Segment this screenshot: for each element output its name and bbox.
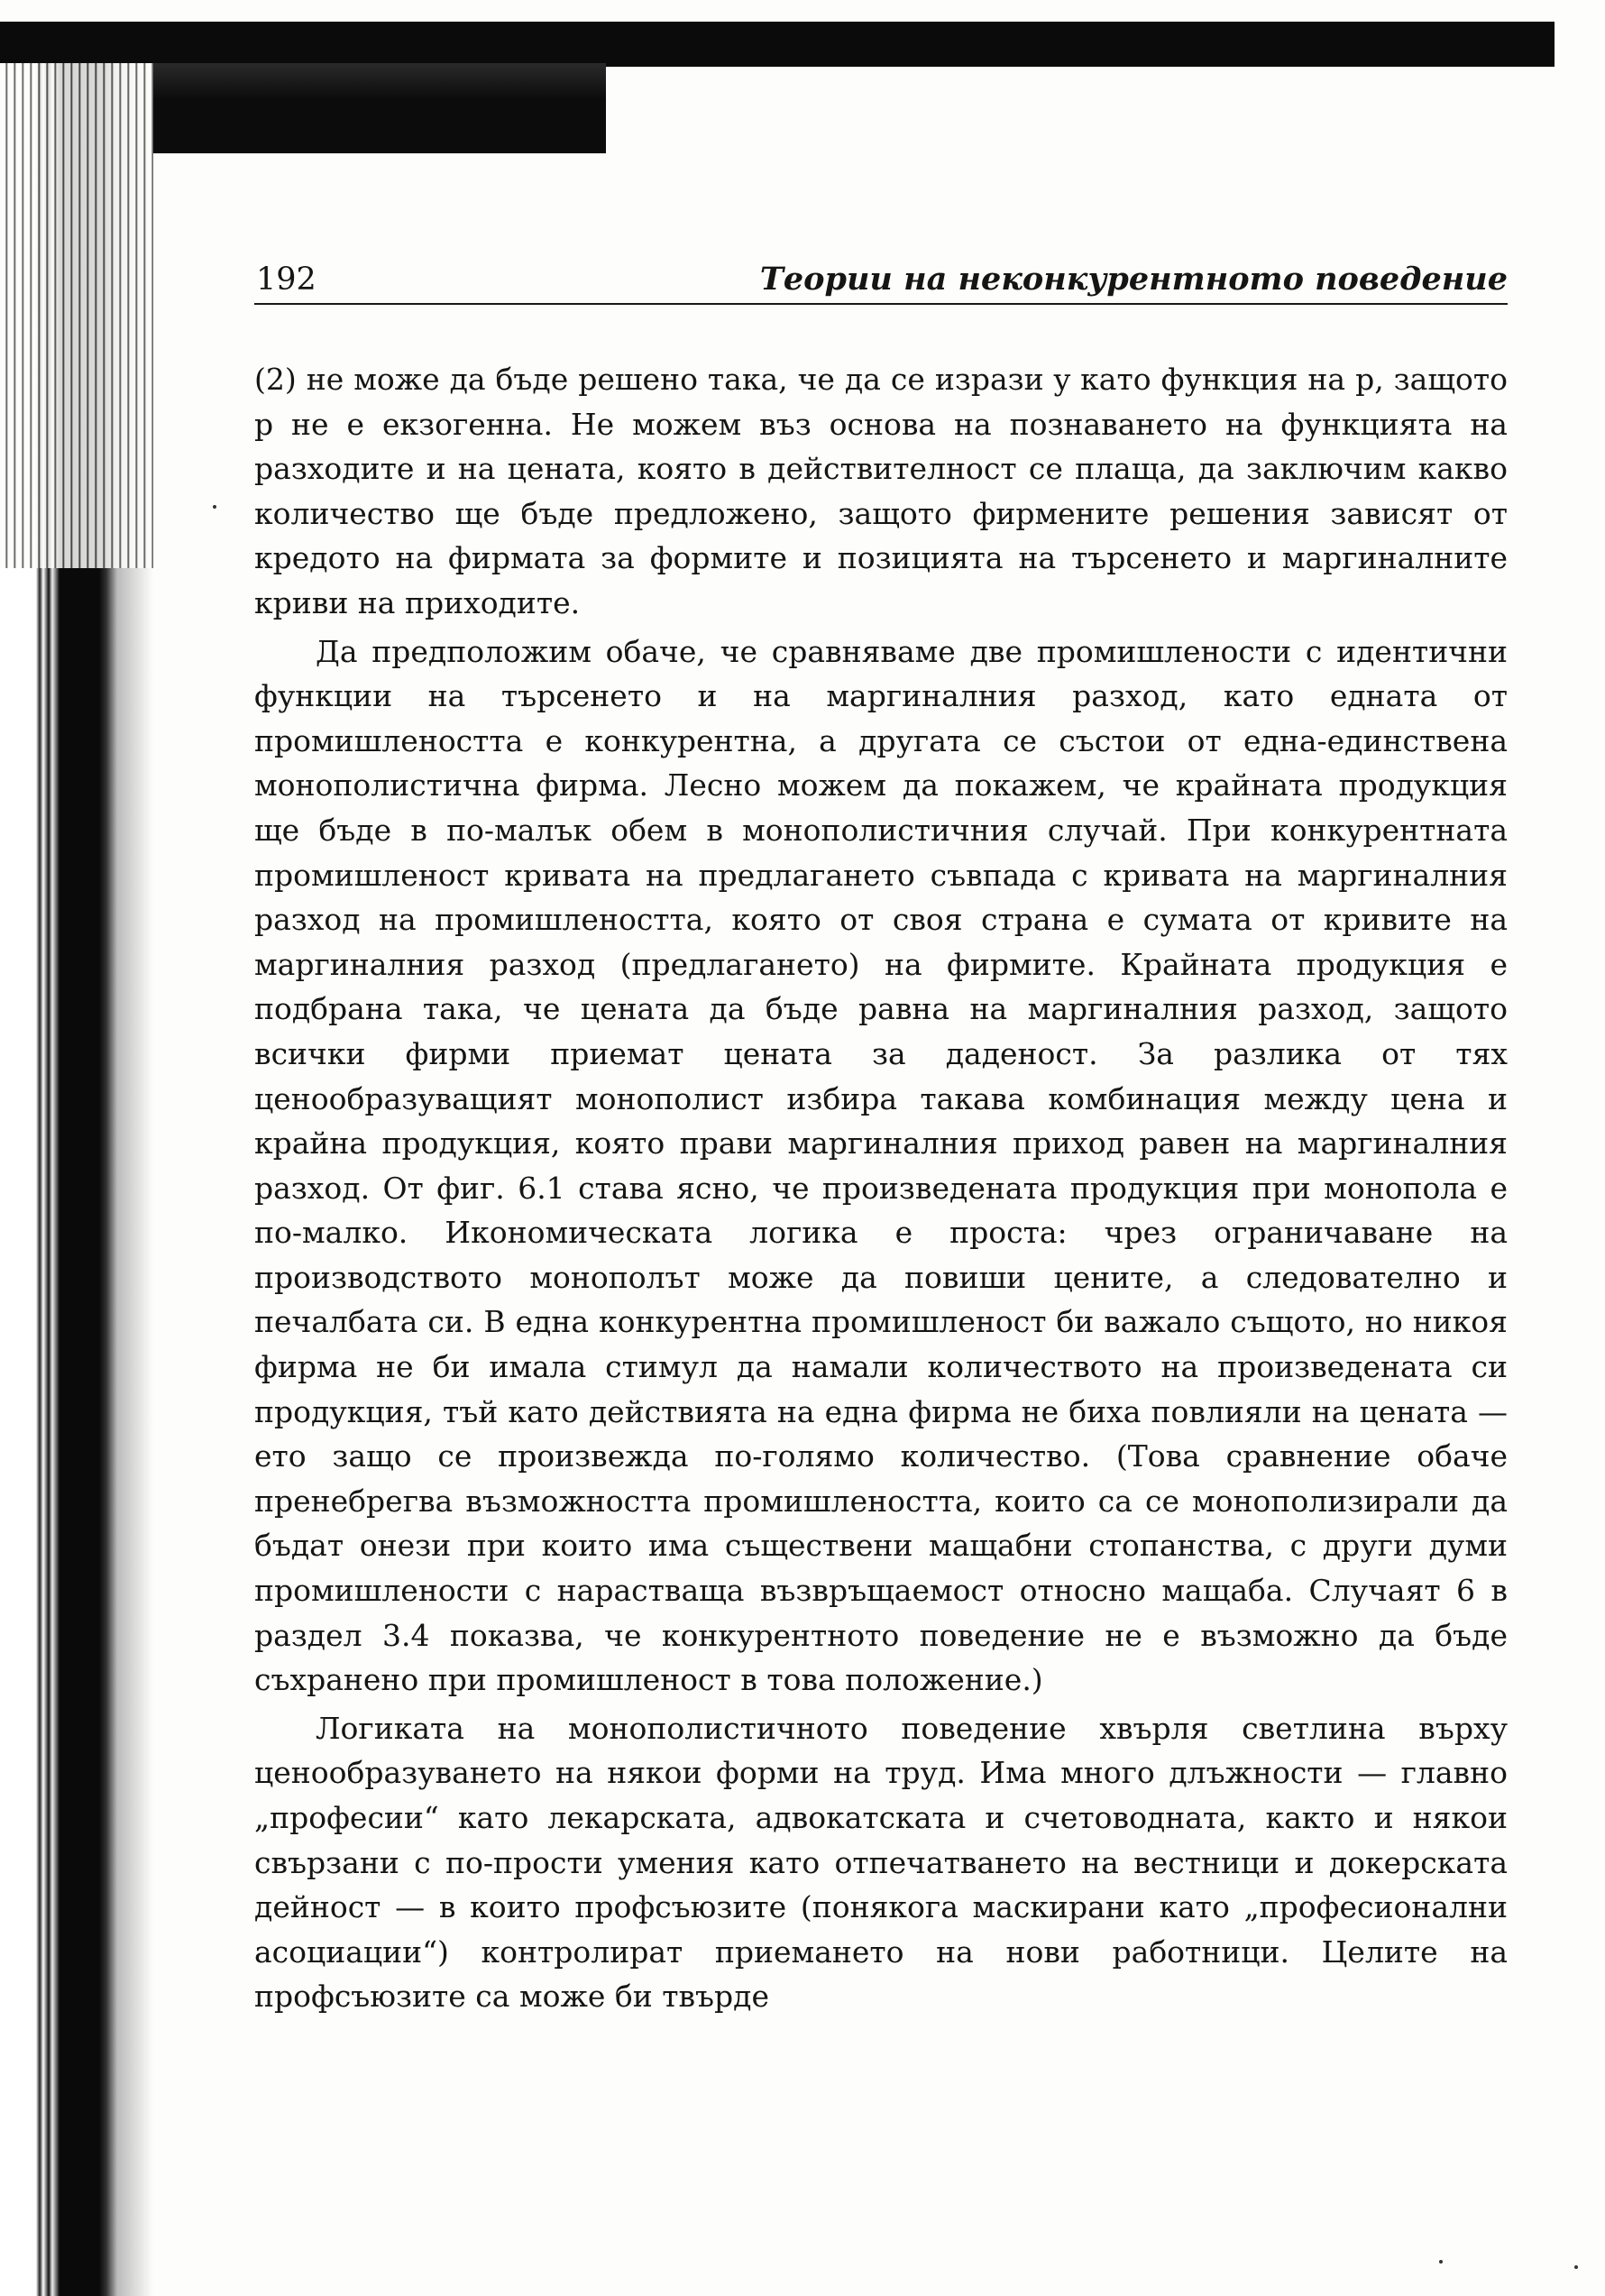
- body-text: [254, 357, 1508, 2023]
- scan-speck: [1439, 2260, 1443, 2264]
- running-head: [254, 262, 1508, 305]
- scan-border-top-shadow: [135, 63, 606, 153]
- paragraph-3: Логиката на монополистичното поведение хвърля светлина върху ценообразуването на някои форми на труд. Има много длъжности — главно „професии“ като лекарската, адвокатската и счетоводната, както и някои свързани с по-прости умения като отпечатването на вестници и докерската дейност — в които профсъюзите (понякога маскирани като „професионални асоциации“) контролират приемането на нови работници. Целите на профсъюзите са може би твърде: [254, 1710, 1508, 2015]
- scan-speck: [1574, 2265, 1578, 2269]
- running-title: Теории на неконкурентното поведение: [759, 261, 1508, 298]
- paragraph-2: Да предположим обаче, че сравняваме две промишлености с идентични функции на търсенето и на маргиналния разход, като едната от промишлеността е конкурентна, а другата се състои от една-единствена монополистична фирма. Лесно можем да покажем, че крайната продукция ще бъде в по-малък обем в монополистичния случай. При конкурентната промишленост кривата на предлагането съвпада с кривата на маргиналния разход на промишлеността, която от своя страна е сумата от кривите на маргиналния разход (предлагането) на фирмите. Крайната продукция е подбрана така, че цената да бъде равна на маргиналния разход, защото всички фирми приемат цената за даденост. За разлика от тях ценообразуващият монополист избира такава комбинация между цена и крайна продукция, която прави маргиналния приход равен на маргиналния разход. От фиг. 6.1 става ясно, че произведената продукция при монопола е по-малко. Икономическата логика е проста: чрез ограничаване на производството монополът може да повиши цените, а следователно и печалбата си. В една конкурентна промишленост би важало същото, но никоя фирма не би имала стимул да намали количеството на произведената си продукция, тъй като действията на една фирма не биха повлияли на цената — ето защо се произвежда по-голямо количество. (Това сравнение обаче пренебрегва възможността промишлеността, които са се монополизирали да бъдат онези при които има съществени мащабни стопанства, с други думи промишлености с нарастваща възвръщаемост относно мащаба. Случаят 6 в раздел 3.4 показва, че конкурентното поведение не е възможно да бъде съхранено при промишленост в това положение.): [254, 633, 1508, 1698]
- scan-border-top: [0, 22, 1555, 67]
- paragraph-1: (2) не може да бъде решено така, че да се изрази y като функция на p, защото p не е екзогенна. Не можем въз основа на познаването на функцията на разходите и на цената, която в действителност се плаща, да заключим какво количество ще бъде предложено, защото фирмените решения зависят от кредото на фирмата за формите и позицията на търсенето и маргиналните криви на приходите.: [254, 362, 1508, 620]
- page-number: 192: [256, 262, 316, 298]
- scan-border-left-streaks: [0, 63, 153, 568]
- scan-speck: [213, 505, 216, 509]
